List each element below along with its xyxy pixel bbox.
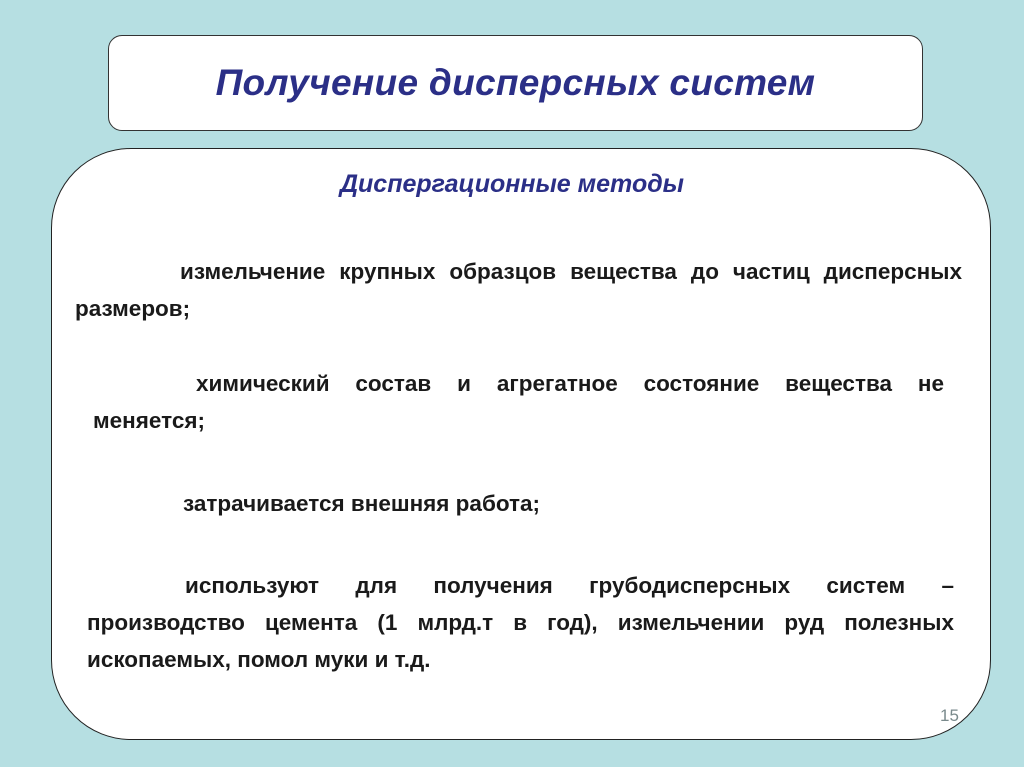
list-item: используют для получения грубодисперсных систем – производство цемента (1 млрд.т в год), измельчении руд полезных ископаемых, помол муки и т.д. — [87, 573, 954, 672]
title-box — [108, 35, 923, 131]
section-subtitle: Диспергационные методы — [339, 170, 685, 198]
list-item: измельчение крупных образцов вещества до частиц дисперсных размеров; — [75, 259, 962, 321]
slide-number: 15 — [940, 706, 959, 725]
slide-title: Получение дисперсных систем — [215, 62, 816, 103]
list-item: химический состав и агрегатное состояние вещества не меняется; — [93, 371, 944, 433]
list-item: затрачивается внешняя работа; — [183, 491, 541, 516]
